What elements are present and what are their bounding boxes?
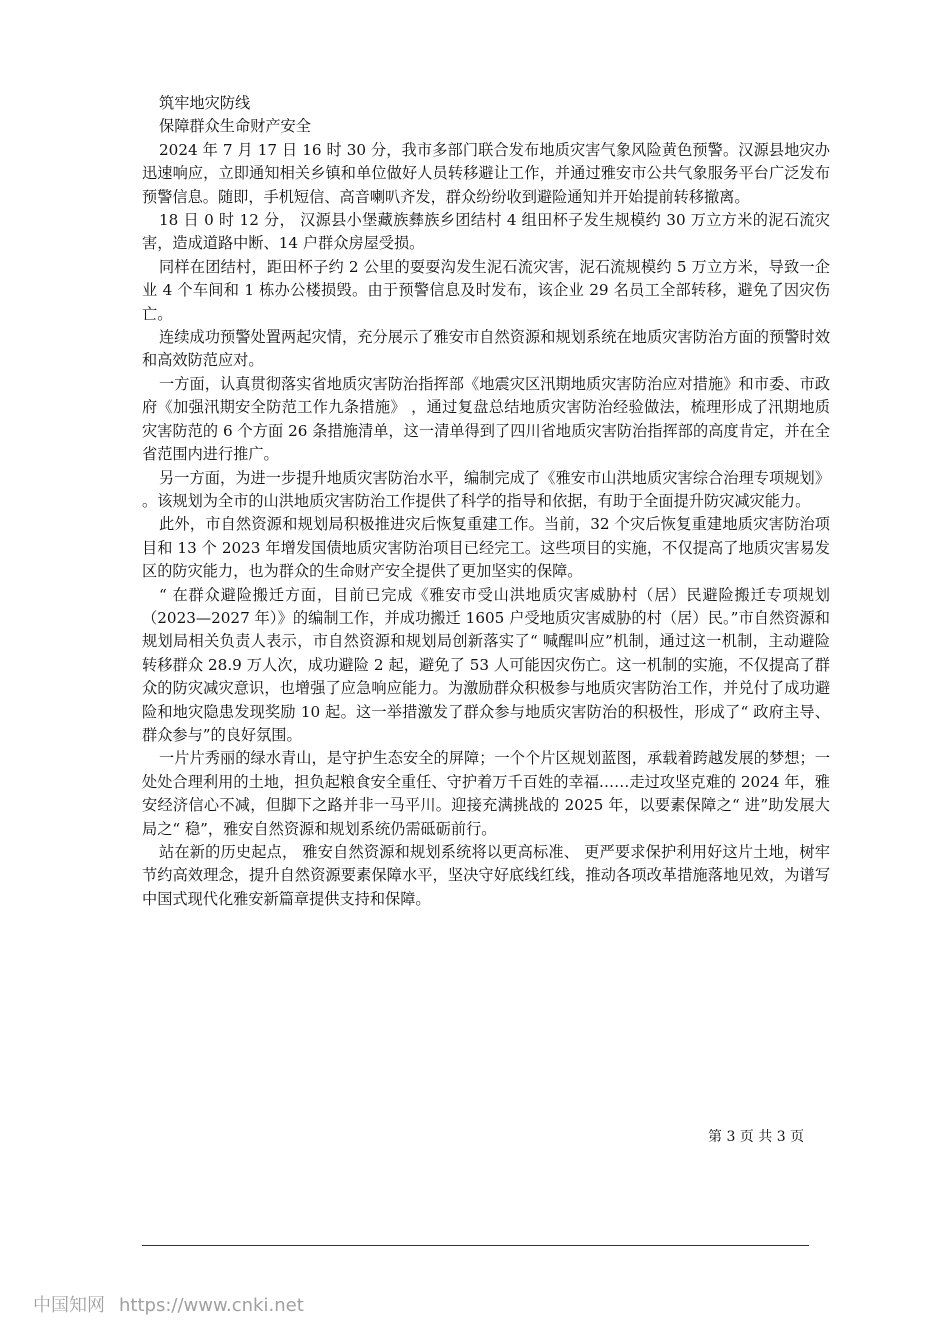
watermark-name: 中国知网: [33, 1295, 105, 1316]
article-paragraph-8: “ 在群众避险搬迁方面，目前已完成《雅安市受山洪地质灾害威胁村（居）民避险搬迁专项规划（2023—2027 年）》的编制工作，并成功搬迁 1605 户受地质灾害威胁的村（居）民。”市自然资源和规划局相关负责人表示，市自然资源和规划局创新落实了“ 喊醒叫应”机制，通过这一机制，主动避险转移群众 28.9 万人次，成功避险 2 起，避免了 53 人可能因灾伤亡。这一机制的实施，不仅提高了群众的防灾减灾意识，也增强了应急响应能力。为激励群众积极参与地质灾害防治工作，并兑付了成功避险和地灾隐患发现奖励 10 起。这一举措激发了群众参与地质灾害防治的积极性，形成了“ 政府主导、群众参与”的良好氛围。: [142, 585, 830, 744]
article-paragraph-5: 一方面，认真贯彻落实省地质灾害防治指挥部《地震灾区汛期地质灾害防治应对措施》和市委、市政府《加强汛期安全防范工作九条措施》 ，通过复盘总结地质灾害防治经验做法，梳理形成了汛期地质灾害防范的 6 个方面 26 条措施清单，这一清单得到了四川省地质灾害防治指挥部的高度肯定，并在全省范围内进行推广。: [142, 374, 830, 464]
article-paragraph-6: 另一方面，为进一步提升地质灾害防治水平，编制完成了《雅安市山洪地质灾害综合治理专项规划》 。该规划为全市的山洪地质灾害防治工作提供了科学的指导和依据，有助于全面提升防灾减灾能力。: [142, 468, 830, 510]
article-paragraph-9: 一片片秀丽的绿水青山，是守护生态安全的屏障；一个个片区规划蓝图，承载着跨越发展的梦想；一处处合理利用的土地，担负起粮食安全重任、守护着万千百姓的幸福……走过攻坚克难的 2024 年，雅安经济信心不减，但脚下之路并非一马平川。迎接充满挑战的 2025 年，以要素保障之“ 进”助发展大局之“ 稳”，雅安自然资源和规划系统仍需砥砺前行。: [142, 749, 830, 838]
article-subheadline: 保障群众生命财产安全: [159, 117, 311, 136]
footer-divider: [142, 1245, 809, 1246]
article-headline: 筑牢地灾防线: [159, 94, 251, 112]
article-paragraph-2: 18 日 0 时 12 分， 汉源县小堡藏族彝族乡团结村 4 组田杯子发生规模约 30 万立方米的泥石流灾害，造成道路中断、14 户群众房屋受损。: [142, 211, 830, 253]
cnki-watermark: [33, 1294, 304, 1318]
watermark-url[interactable]: https://www.cnki.net: [119, 1295, 304, 1316]
article-paragraph-10: 站在新的历史起点， 雅安自然资源和规划系统将以更高标准、 更严要求保护利用好这片土地，树牢节约高效理念，提升自然资源要素保障水平，坚决守好底线红线，推动各项改革措施落地见效，为谱写中国式现代化雅安新篇章提供支持和保障。: [142, 843, 830, 908]
page-indicator: 第 3 页 共 3 页: [708, 1129, 805, 1145]
article-body: [142, 92, 830, 911]
article-paragraph-4: 连续成功预警处置两起灾情，充分展示了雅安市自然资源和规划系统在地质灾害防治方面的预警时效和高效防范应对。: [142, 328, 830, 370]
article-paragraph-1: 2024 年 7 月 17 日 16 时 30 分，我市多部门联合发布地质灾害气象风险黄色预警。汉源县地灾办迅速响应，立即通知相关乡镇和单位做好人员转移避让工作，并通过雅安市公共气象服务平台广泛发布预警信息。随即，手机短信、高音喇叭齐发，群众纷纷收到避险通知并开始提前转移撤离。: [142, 140, 830, 206]
article-paragraph-7: 此外，市自然资源和规划局积极推进灾后恢复重建工作。当前，32 个灾后恢复重建地质灾害防治项目和 13 个 2023 年增发国债地质灾害防治项目已经完工。这些项目的实施，不仅提高了地质灾害易发区的防灾能力，也为群众的生命财产安全提供了更加坚实的保障。: [142, 515, 830, 581]
article-paragraph-3: 同样在团结村，距田杯子约 2 公里的耍耍沟发生泥石流灾害，泥石流规模约 5 万立方米，导致一企业 4 个车间和 1 栋办公楼损毁。由于预警信息及时发布，该企业 29 名员工全部转移，避免了因灾伤亡。: [142, 257, 830, 323]
